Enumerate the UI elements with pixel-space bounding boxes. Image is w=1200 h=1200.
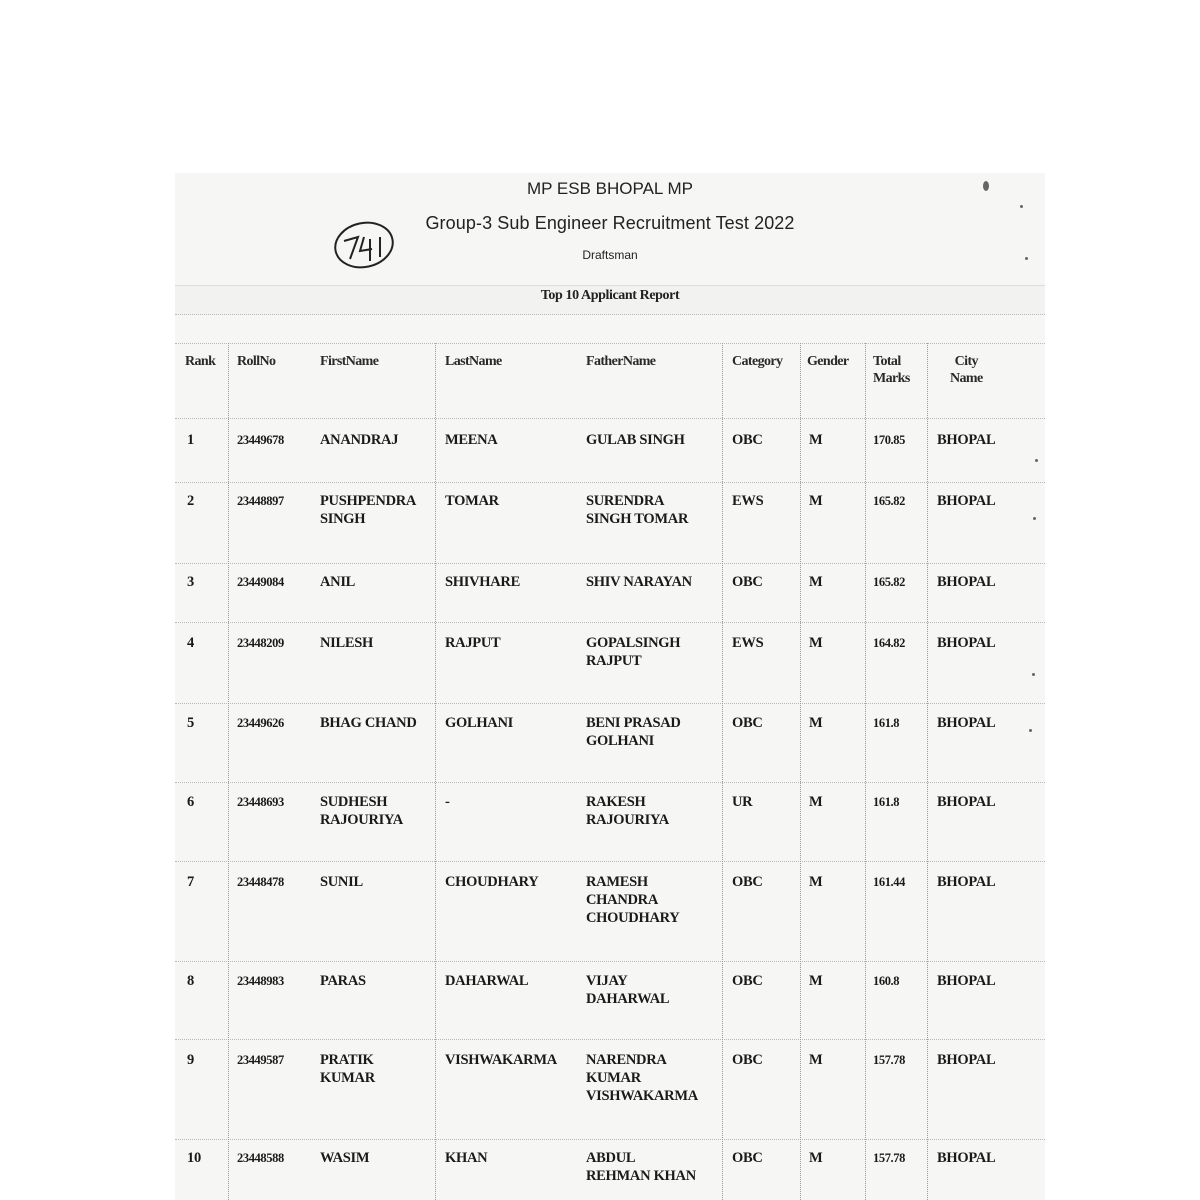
cell-lastname: VISHWAKARMA — [445, 1052, 557, 1068]
cell-fathername-line: RAJPUT — [586, 653, 642, 669]
header-gender: Gender — [807, 354, 849, 369]
cell-fathername-line: REHMAN KHAN — [586, 1168, 696, 1184]
cell-total-marks: 157.78 — [873, 1151, 905, 1165]
cell-category: EWS — [732, 493, 764, 509]
cell-rank: 2 — [187, 493, 194, 509]
handwritten-mark: 741 — [330, 215, 332, 216]
cell-lastname: - — [445, 794, 450, 810]
cell-firstname-line: BHAG CHAND — [320, 715, 417, 731]
cell-rollno: 23448983 — [237, 974, 284, 988]
cell-rank: 9 — [187, 1052, 194, 1068]
cell-firstname-line: ANIL — [320, 574, 356, 590]
cell-firstname-line: WASIM — [320, 1150, 370, 1166]
cell-firstname-line: ANANDRAJ — [320, 432, 399, 448]
cell-total-marks: 161.8 — [873, 716, 900, 730]
cell-lastname: RAJPUT — [445, 635, 501, 651]
row-divider — [175, 1139, 1045, 1140]
header-total-line2: Marks — [873, 371, 910, 386]
cell-firstname — [320, 873, 363, 891]
cell-fathername — [586, 1149, 696, 1185]
header-firstname: FirstName — [320, 354, 379, 369]
scanned-report-sheet — [175, 173, 1045, 1200]
cell-firstname-line: SUNIL — [320, 874, 363, 890]
cell-firstname — [320, 492, 416, 528]
cell-gender: M — [809, 574, 823, 590]
cell-category: OBC — [732, 432, 763, 448]
exam-title: Group-3 Sub Engineer Recruitment Test 2022 — [425, 213, 795, 233]
scan-speck — [1025, 257, 1028, 260]
cell-city: BHOPAL — [937, 794, 996, 810]
cell-firstname-line: SUDHESH — [320, 794, 388, 810]
column-divider — [927, 343, 928, 1200]
cell-lastname: TOMAR — [445, 493, 499, 509]
cell-fathername-line: ABDUL — [586, 1150, 636, 1166]
cell-firstname — [320, 573, 355, 591]
cell-fathername-line: DAHARWAL — [586, 991, 670, 1007]
row-divider — [175, 482, 1045, 483]
cell-gender: M — [809, 715, 823, 731]
header-city — [950, 353, 983, 387]
cell-category: OBC — [732, 574, 763, 590]
cell-firstname-line: PARAS — [320, 973, 366, 989]
cell-city: BHOPAL — [937, 574, 996, 590]
cell-fathername-line: RAKESH — [586, 794, 646, 810]
cell-category: EWS — [732, 635, 764, 651]
cell-gender: M — [809, 493, 823, 509]
applicant-table — [175, 173, 1045, 1200]
header-rollno: RollNo — [237, 354, 276, 369]
row-divider — [175, 782, 1045, 783]
cell-fathername-line: RAMESH — [586, 874, 648, 890]
cell-firstname-line: NILESH — [320, 635, 373, 651]
cell-rollno: 23448693 — [237, 795, 284, 809]
cell-rank: 3 — [187, 574, 194, 590]
cell-firstname-line: RAJOURIYA — [320, 812, 403, 828]
cell-fathername-line: VISHWAKARMA — [586, 1088, 698, 1104]
cell-category: UR — [732, 794, 753, 810]
cell-fathername — [586, 431, 685, 449]
cell-gender: M — [809, 973, 823, 989]
cell-fathername-line: KUMAR — [586, 1070, 641, 1086]
cell-rank: 8 — [187, 973, 194, 989]
cell-category: OBC — [732, 715, 763, 731]
cell-city: BHOPAL — [937, 715, 996, 731]
cell-category: OBC — [732, 1052, 763, 1068]
scan-speck — [1032, 673, 1035, 676]
cell-firstname — [320, 793, 403, 829]
row-divider — [175, 961, 1045, 962]
scan-speck — [1029, 729, 1032, 732]
cell-total-marks: 164.82 — [873, 636, 905, 650]
cell-fathername — [586, 873, 679, 927]
row-divider — [175, 563, 1045, 564]
header-total — [873, 353, 910, 387]
row-divider — [175, 1039, 1045, 1040]
report-title: Top 10 Applicant Report — [540, 288, 680, 303]
cell-firstname — [320, 1149, 369, 1167]
cell-gender: M — [809, 794, 823, 810]
cell-firstname — [320, 972, 366, 990]
cell-gender: M — [809, 1150, 823, 1166]
cell-rank: 4 — [187, 635, 194, 651]
header-lastname: LastName — [445, 354, 502, 369]
cell-firstname-line: PRATIK — [320, 1052, 374, 1068]
post-name: Draftsman — [582, 248, 638, 262]
cell-firstname — [320, 431, 398, 449]
cell-firstname — [320, 1051, 375, 1087]
cell-firstname-line: KUMAR — [320, 1070, 375, 1086]
cell-category: OBC — [732, 874, 763, 890]
cell-gender: M — [809, 635, 823, 651]
cell-rank: 7 — [187, 874, 194, 890]
scan-speck — [1020, 205, 1023, 208]
cell-rollno: 23449626 — [237, 716, 284, 730]
cell-lastname: CHOUDHARY — [445, 874, 539, 890]
cell-gender: M — [809, 1052, 823, 1068]
column-divider — [435, 343, 436, 1200]
cell-fathername-line: RAJOURIYA — [586, 812, 669, 828]
row-divider — [175, 703, 1045, 704]
cell-city: BHOPAL — [937, 493, 996, 509]
cell-fathername-line: GULAB SINGH — [586, 432, 685, 448]
column-divider — [800, 343, 801, 1200]
cell-total-marks: 165.82 — [873, 575, 905, 589]
cell-rollno: 23448209 — [237, 636, 284, 650]
cell-fathername — [586, 714, 681, 750]
cell-city: BHOPAL — [937, 1052, 996, 1068]
cell-fathername-line: SURENDRA — [586, 493, 665, 509]
cell-lastname: MEENA — [445, 432, 498, 448]
cell-city: BHOPAL — [937, 1150, 996, 1166]
column-divider — [228, 343, 229, 1200]
cell-firstname-line: PUSHPENDRA — [320, 493, 417, 509]
cell-rollno: 23449678 — [237, 433, 284, 447]
row-divider — [175, 418, 1045, 419]
cell-fathername-line: VIJAY — [586, 973, 628, 989]
cell-firstname — [320, 714, 417, 732]
cell-lastname: SHIVHARE — [445, 574, 520, 590]
row-divider — [175, 622, 1045, 623]
scan-speck — [983, 181, 989, 191]
cell-fathername — [586, 972, 669, 1008]
cell-firstname — [320, 634, 373, 652]
cell-firstname-line: SINGH — [320, 511, 366, 527]
cell-city: BHOPAL — [937, 432, 996, 448]
cell-city: BHOPAL — [937, 874, 996, 890]
cell-fathername — [586, 634, 680, 670]
cell-total-marks: 165.82 — [873, 494, 905, 508]
cell-fathername-line: SHIV NARAYAN — [586, 574, 692, 590]
cell-rollno: 23449084 — [237, 575, 284, 589]
row-divider — [175, 343, 1045, 344]
cell-city: BHOPAL — [937, 635, 996, 651]
row-divider — [175, 861, 1045, 862]
header-total-line1: Total — [873, 354, 901, 369]
cell-fathername — [586, 793, 669, 829]
cell-category: OBC — [732, 973, 763, 989]
header-city-line2: Name — [950, 371, 983, 386]
cell-total-marks: 161.8 — [873, 795, 900, 809]
cell-gender: M — [809, 432, 823, 448]
cell-fathername-line: BENI PRASAD — [586, 715, 681, 731]
cell-gender: M — [809, 874, 823, 890]
header-rank: Rank — [185, 354, 216, 369]
cell-rank: 1 — [187, 432, 194, 448]
cell-rank: 6 — [187, 794, 194, 810]
column-divider — [865, 343, 866, 1200]
cell-category: OBC — [732, 1150, 763, 1166]
cell-fathername-line: CHOUDHARY — [586, 910, 680, 926]
cell-rollno: 23448588 — [237, 1151, 284, 1165]
column-divider — [722, 343, 723, 1200]
cell-total-marks: 157.78 — [873, 1053, 905, 1067]
cell-rank: 5 — [187, 715, 194, 731]
cell-fathername — [586, 573, 692, 591]
cell-fathername-line: SINGH TOMAR — [586, 511, 689, 527]
cell-lastname: GOLHANI — [445, 715, 513, 731]
cell-rank: 10 — [187, 1150, 201, 1166]
org-name: MP ESB BHOPAL MP — [527, 179, 693, 198]
cell-rollno: 23448897 — [237, 494, 284, 508]
cell-fathername-line: NARENDRA — [586, 1052, 667, 1068]
scan-speck — [1033, 517, 1036, 520]
cell-rollno: 23448478 — [237, 875, 284, 889]
cell-total-marks: 170.85 — [873, 433, 905, 447]
cell-lastname: DAHARWAL — [445, 973, 529, 989]
cell-fathername-line: CHANDRA — [586, 892, 659, 908]
cell-fathername — [586, 1051, 698, 1105]
header-fathername: FatherName — [586, 354, 656, 369]
header-category: Category — [732, 354, 783, 369]
cell-lastname: KHAN — [445, 1150, 488, 1166]
cell-fathername — [586, 492, 688, 528]
cell-rollno: 23449587 — [237, 1053, 284, 1067]
cell-fathername-line: GOPALSINGH — [586, 635, 681, 651]
cell-total-marks: 161.44 — [873, 875, 905, 889]
cell-city: BHOPAL — [937, 973, 996, 989]
header-city-line1: City — [954, 354, 978, 369]
cell-total-marks: 160.8 — [873, 974, 900, 988]
cell-fathername-line: GOLHANI — [586, 733, 654, 749]
scan-speck — [1035, 459, 1038, 462]
